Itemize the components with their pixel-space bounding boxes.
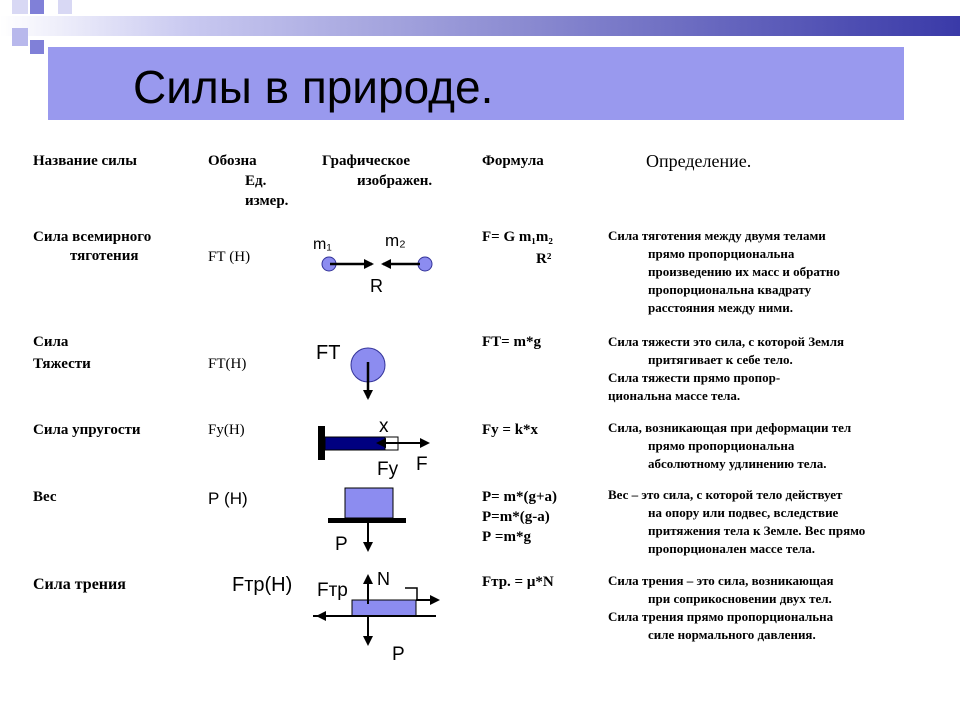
- row3-def-2: прямо пропорциональна: [648, 438, 795, 453]
- elasticity-figure: [318, 416, 428, 480]
- header-symbol-3: измер.: [245, 193, 289, 209]
- row1-name-2: тяготения: [70, 248, 139, 264]
- row2-def-4: циональна массе тела.: [608, 388, 741, 403]
- row1-def-4: пропорциональна квадрату: [648, 282, 812, 297]
- row4-formula-3: Р =m*g: [482, 529, 531, 545]
- label-r: R: [370, 276, 383, 296]
- row2-def-3: Сила тяжести прямо пропор-: [608, 370, 781, 385]
- label-fy: Fу: [377, 459, 399, 480]
- friction-block: [352, 600, 416, 616]
- row5-name-1: Сила трения: [33, 576, 126, 593]
- row1-def-1: Сила тяготения между двумя телами: [608, 228, 826, 243]
- row4-formula-1: Р= m*(g+a): [482, 489, 557, 505]
- row5-def-3: Сила трения прямо пропорциональна: [608, 609, 834, 624]
- row1-def-5: расстояния между ними.: [648, 300, 793, 315]
- row5-formula-1: Fтр. = μ*N: [482, 574, 554, 590]
- page-title: Силы в природе.: [133, 61, 494, 113]
- gravitation-figure: [313, 231, 432, 296]
- row5-symbol: Fтр(Н): [232, 574, 293, 596]
- weight-block: [345, 488, 393, 518]
- label-ft: FТ: [316, 342, 341, 364]
- header-graphic-2: изображен.: [357, 173, 433, 189]
- row1-symbol: FТ (Н): [208, 249, 251, 265]
- row2-name-2: Тяжести: [33, 356, 91, 372]
- row5-def-4: силе нормального давления.: [648, 627, 816, 642]
- row2-name-1: Сила: [33, 334, 69, 350]
- row2-symbol: FТ(Н): [208, 356, 247, 372]
- row4-name-1: Вес: [33, 489, 57, 505]
- header-symbol-2: Ед.: [245, 173, 267, 189]
- row4-def-1: Вес – это сила, с которой тело действует: [608, 487, 843, 502]
- row4-formula-2: Р=m*(g-a): [482, 509, 550, 525]
- row3-def-1: Сила, возникающая при деформации тел: [608, 420, 852, 435]
- label-x: x: [379, 416, 389, 437]
- weight-figure: [328, 488, 406, 555]
- friction-figure: [313, 569, 438, 665]
- header-name: Название силы: [33, 153, 137, 169]
- label-f: F: [416, 454, 428, 475]
- header-symbol-1: Обозна: [208, 153, 257, 169]
- row2-formula-1: FТ= m*g: [482, 334, 541, 350]
- row2-def-2: притягивает к себе тело.: [648, 352, 793, 367]
- wall-plate: [318, 426, 325, 460]
- header-graphic-1: Графическое: [322, 153, 411, 169]
- row1-def-2: прямо пропорциональна: [648, 246, 795, 261]
- row3-symbol: Fу(Н): [208, 422, 245, 438]
- corner-mark: [405, 588, 417, 600]
- label-p-friction: Р: [392, 644, 405, 665]
- row3-name-1: Сила упругости: [33, 422, 141, 438]
- row1-formula-2: R²: [536, 251, 552, 267]
- row4-symbol: Р (Н): [208, 489, 248, 508]
- header-definition: Определение.: [646, 151, 752, 171]
- row4-def-2: на опору или подвес, вследствие: [648, 505, 839, 520]
- row1-formula-1: F= G m₁m₂: [482, 229, 553, 245]
- row3-formula-1: Fу = k*x: [482, 422, 539, 438]
- row3-def-3: абсолютному удлинению тела.: [648, 456, 827, 471]
- label-p: Р: [335, 534, 348, 555]
- row5-def-2: при соприкосновении двух тел.: [648, 591, 832, 606]
- row4-def-3: притяжения тела к Земле. Вес прямо: [648, 523, 866, 538]
- spring-rod: [325, 437, 385, 450]
- row1-def-3: произведению их масс и обратно: [648, 264, 840, 279]
- row5-def-1: Сила трения – это сила, возникающая: [608, 573, 834, 588]
- gravity-figure: [316, 342, 385, 398]
- mass-ball-2: [418, 257, 432, 271]
- header-formula: Формула: [482, 153, 544, 169]
- label-ftr: Fтр: [317, 580, 348, 601]
- row1-name-1: Сила всемирного: [33, 229, 152, 245]
- row4-def-4: пропорционален массе тела.: [648, 541, 816, 556]
- label-n: N: [377, 569, 390, 589]
- label-m1: m₁: [313, 236, 332, 253]
- label-m2: m₂: [385, 231, 406, 250]
- row2-def-1: Сила тяжести это сила, с которой Земля: [608, 334, 845, 349]
